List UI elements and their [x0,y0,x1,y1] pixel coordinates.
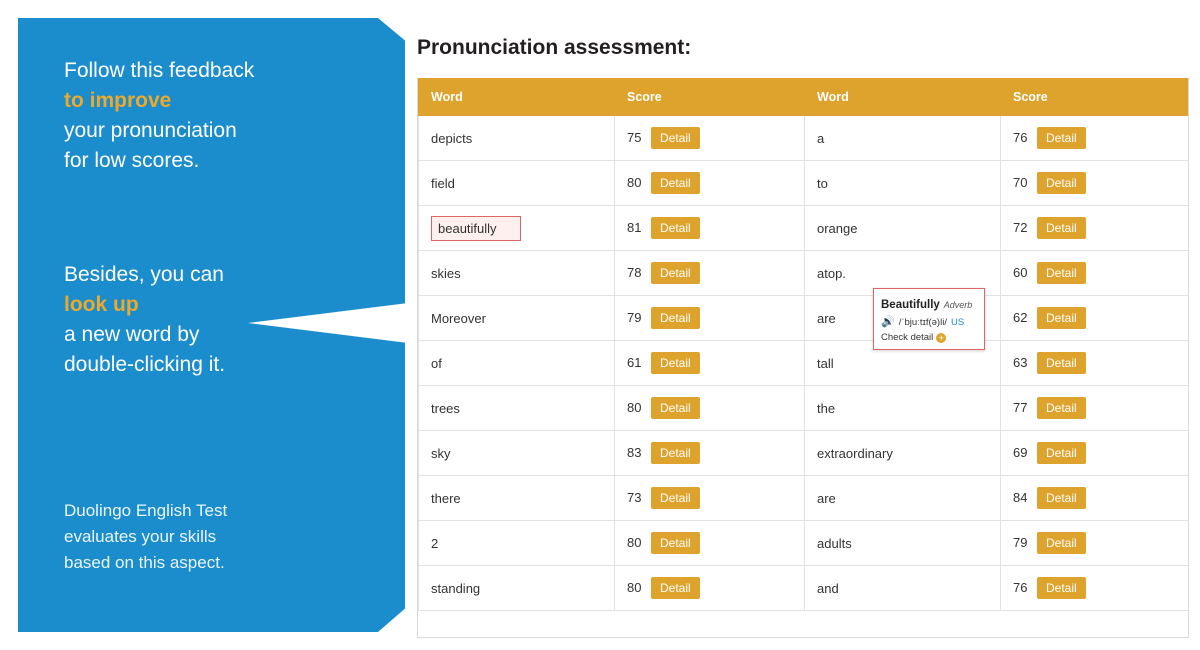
info-block-improve [64,56,364,176]
cell-score [1001,206,1190,251]
popup-check-detail-row[interactable] [881,332,977,343]
popup-accent-us[interactable]: US [950,317,965,328]
cell-score [615,521,805,566]
score-value: 76 [1013,580,1028,595]
detail-button[interactable]: Detail [1037,487,1086,509]
plus-circle-icon[interactable]: + [936,333,946,343]
cell-word[interactable]: skies [419,251,615,296]
cell-word[interactable]: of [419,341,615,386]
cell-word[interactable]: depicts [419,116,615,161]
cell-word[interactable]: sky [419,431,615,476]
detail-button[interactable]: Detail [651,442,700,464]
table-header-row [419,79,1190,116]
detail-button[interactable]: Detail [1037,172,1086,194]
popup-part-of-speech: Adverb [943,300,973,310]
score-value: 80 [627,175,642,190]
info-line: Besides, you can [64,263,224,286]
detail-button[interactable]: Detail [651,397,700,419]
cell-word[interactable] [419,206,615,251]
score-value: 63 [1013,355,1028,370]
detail-button[interactable]: Detail [651,127,700,149]
cell-word[interactable]: to [805,161,1001,206]
cell-score [1001,251,1190,296]
score-value: 78 [627,265,642,280]
cell-score [1001,431,1190,476]
cell-score [1001,566,1190,611]
score-value: 84 [1013,490,1028,505]
cell-score [615,116,805,161]
cell-word[interactable]: trees [419,386,615,431]
detail-button[interactable]: Detail [651,262,700,284]
info-line: based on this aspect. [64,553,225,572]
cell-word[interactable]: 2 [419,521,615,566]
cell-word[interactable]: there [419,476,615,521]
column-header-score-2: Score [1001,79,1190,116]
column-header-score-1: Score [615,79,805,116]
table-row [419,161,1190,206]
assessment-panel [405,0,1200,650]
cell-score [615,386,805,431]
score-value: 76 [1013,130,1028,145]
word-lookup-popup[interactable] [873,288,985,350]
score-value: 80 [627,580,642,595]
detail-button[interactable]: Detail [1037,262,1086,284]
info-line: a new word by [64,323,200,346]
cell-score [615,161,805,206]
cell-score [615,431,805,476]
score-value: 83 [627,445,642,460]
speaker-icon[interactable]: 🔊 [881,316,895,328]
table-body [419,116,1190,611]
pronunciation-table [418,78,1189,611]
score-value: 77 [1013,400,1028,415]
info-block-lookup [64,260,364,380]
cell-word[interactable]: field [419,161,615,206]
detail-button[interactable]: Detail [1037,127,1086,149]
cell-word[interactable]: adults [805,521,1001,566]
detail-button[interactable]: Detail [1037,532,1086,554]
cell-score [1001,341,1190,386]
score-value: 79 [1013,535,1028,550]
info-line: your pronunciation [64,119,237,142]
popup-check-detail-label: Check detail [881,332,934,343]
detail-button[interactable]: Detail [651,577,700,599]
cell-word[interactable]: tall [805,341,1001,386]
popup-ipa: /ˈbjuːtɪf(ə)li/ [898,317,947,328]
column-header-word-2: Word [805,79,1001,116]
detail-button[interactable]: Detail [651,487,700,509]
score-value: 72 [1013,220,1028,235]
cell-word[interactable]: the [805,386,1001,431]
detail-button[interactable]: Detail [1037,217,1086,239]
table-row [419,431,1190,476]
table-row [419,386,1190,431]
cell-score [1001,476,1190,521]
cell-score [1001,386,1190,431]
selected-word-highlight[interactable]: beautifully [431,216,521,241]
detail-button[interactable]: Detail [651,172,700,194]
cell-score [1001,161,1190,206]
table-row [419,116,1190,161]
column-header-word-1: Word [419,79,615,116]
table-row [419,566,1190,611]
popup-word: Beautifully [881,299,940,311]
detail-button[interactable]: Detail [1037,442,1086,464]
cell-word[interactable]: extraordinary [805,431,1001,476]
score-value: 61 [627,355,642,370]
page-title: Pronunciation assessment: [417,36,692,59]
detail-button[interactable]: Detail [651,352,700,374]
cell-score [1001,296,1190,341]
cell-word[interactable]: orange [805,206,1001,251]
cell-score [615,296,805,341]
table-row [419,341,1190,386]
table-row [419,476,1190,521]
detail-button[interactable]: Detail [651,532,700,554]
info-highlight: look up [64,293,139,316]
table-row [419,206,1190,251]
cell-word[interactable]: atop. [805,251,1001,296]
cell-word[interactable]: Moreover [419,296,615,341]
cell-score [615,566,805,611]
detail-button[interactable]: Detail [651,307,700,329]
popup-header [881,295,977,313]
score-value: 62 [1013,310,1028,325]
cell-word[interactable]: standing [419,566,615,611]
table-row [419,296,1190,341]
popup-pronunciation-row [881,317,977,328]
cell-word[interactable]: a [805,116,1001,161]
detail-button[interactable]: Detail [651,217,700,239]
info-block-footer [64,498,364,576]
cell-score [1001,116,1190,161]
info-highlight: to improve [64,89,172,112]
info-line: double-clicking it. [64,353,226,376]
score-value: 75 [627,130,642,145]
table-row [419,521,1190,566]
detail-button[interactable]: Detail [1037,397,1086,419]
cell-score [615,251,805,296]
info-line: Follow this feedback [64,59,255,82]
info-line: evaluates your skills [64,527,217,546]
score-value: 70 [1013,175,1028,190]
score-value: 81 [627,220,642,235]
left-info-panel [0,0,420,650]
cell-score [1001,521,1190,566]
assessment-table-wrapper[interactable] [417,78,1189,638]
detail-button[interactable]: Detail [1037,352,1086,374]
detail-button[interactable]: Detail [1037,577,1086,599]
info-line: for low scores. [64,149,200,172]
score-value: 80 [627,400,642,415]
score-value: 69 [1013,445,1028,460]
cell-score [615,341,805,386]
cell-score [615,476,805,521]
detail-button[interactable]: Detail [1037,307,1086,329]
info-line: Duolingo English Test [64,501,228,520]
score-value: 60 [1013,265,1028,280]
cell-word[interactable]: are [805,296,1001,341]
table-row [419,251,1190,296]
cell-word[interactable]: and [805,566,1001,611]
score-value: 73 [627,490,642,505]
cell-word[interactable]: are [805,476,1001,521]
score-value: 80 [627,535,642,550]
score-value: 79 [627,310,642,325]
cell-score [615,206,805,251]
